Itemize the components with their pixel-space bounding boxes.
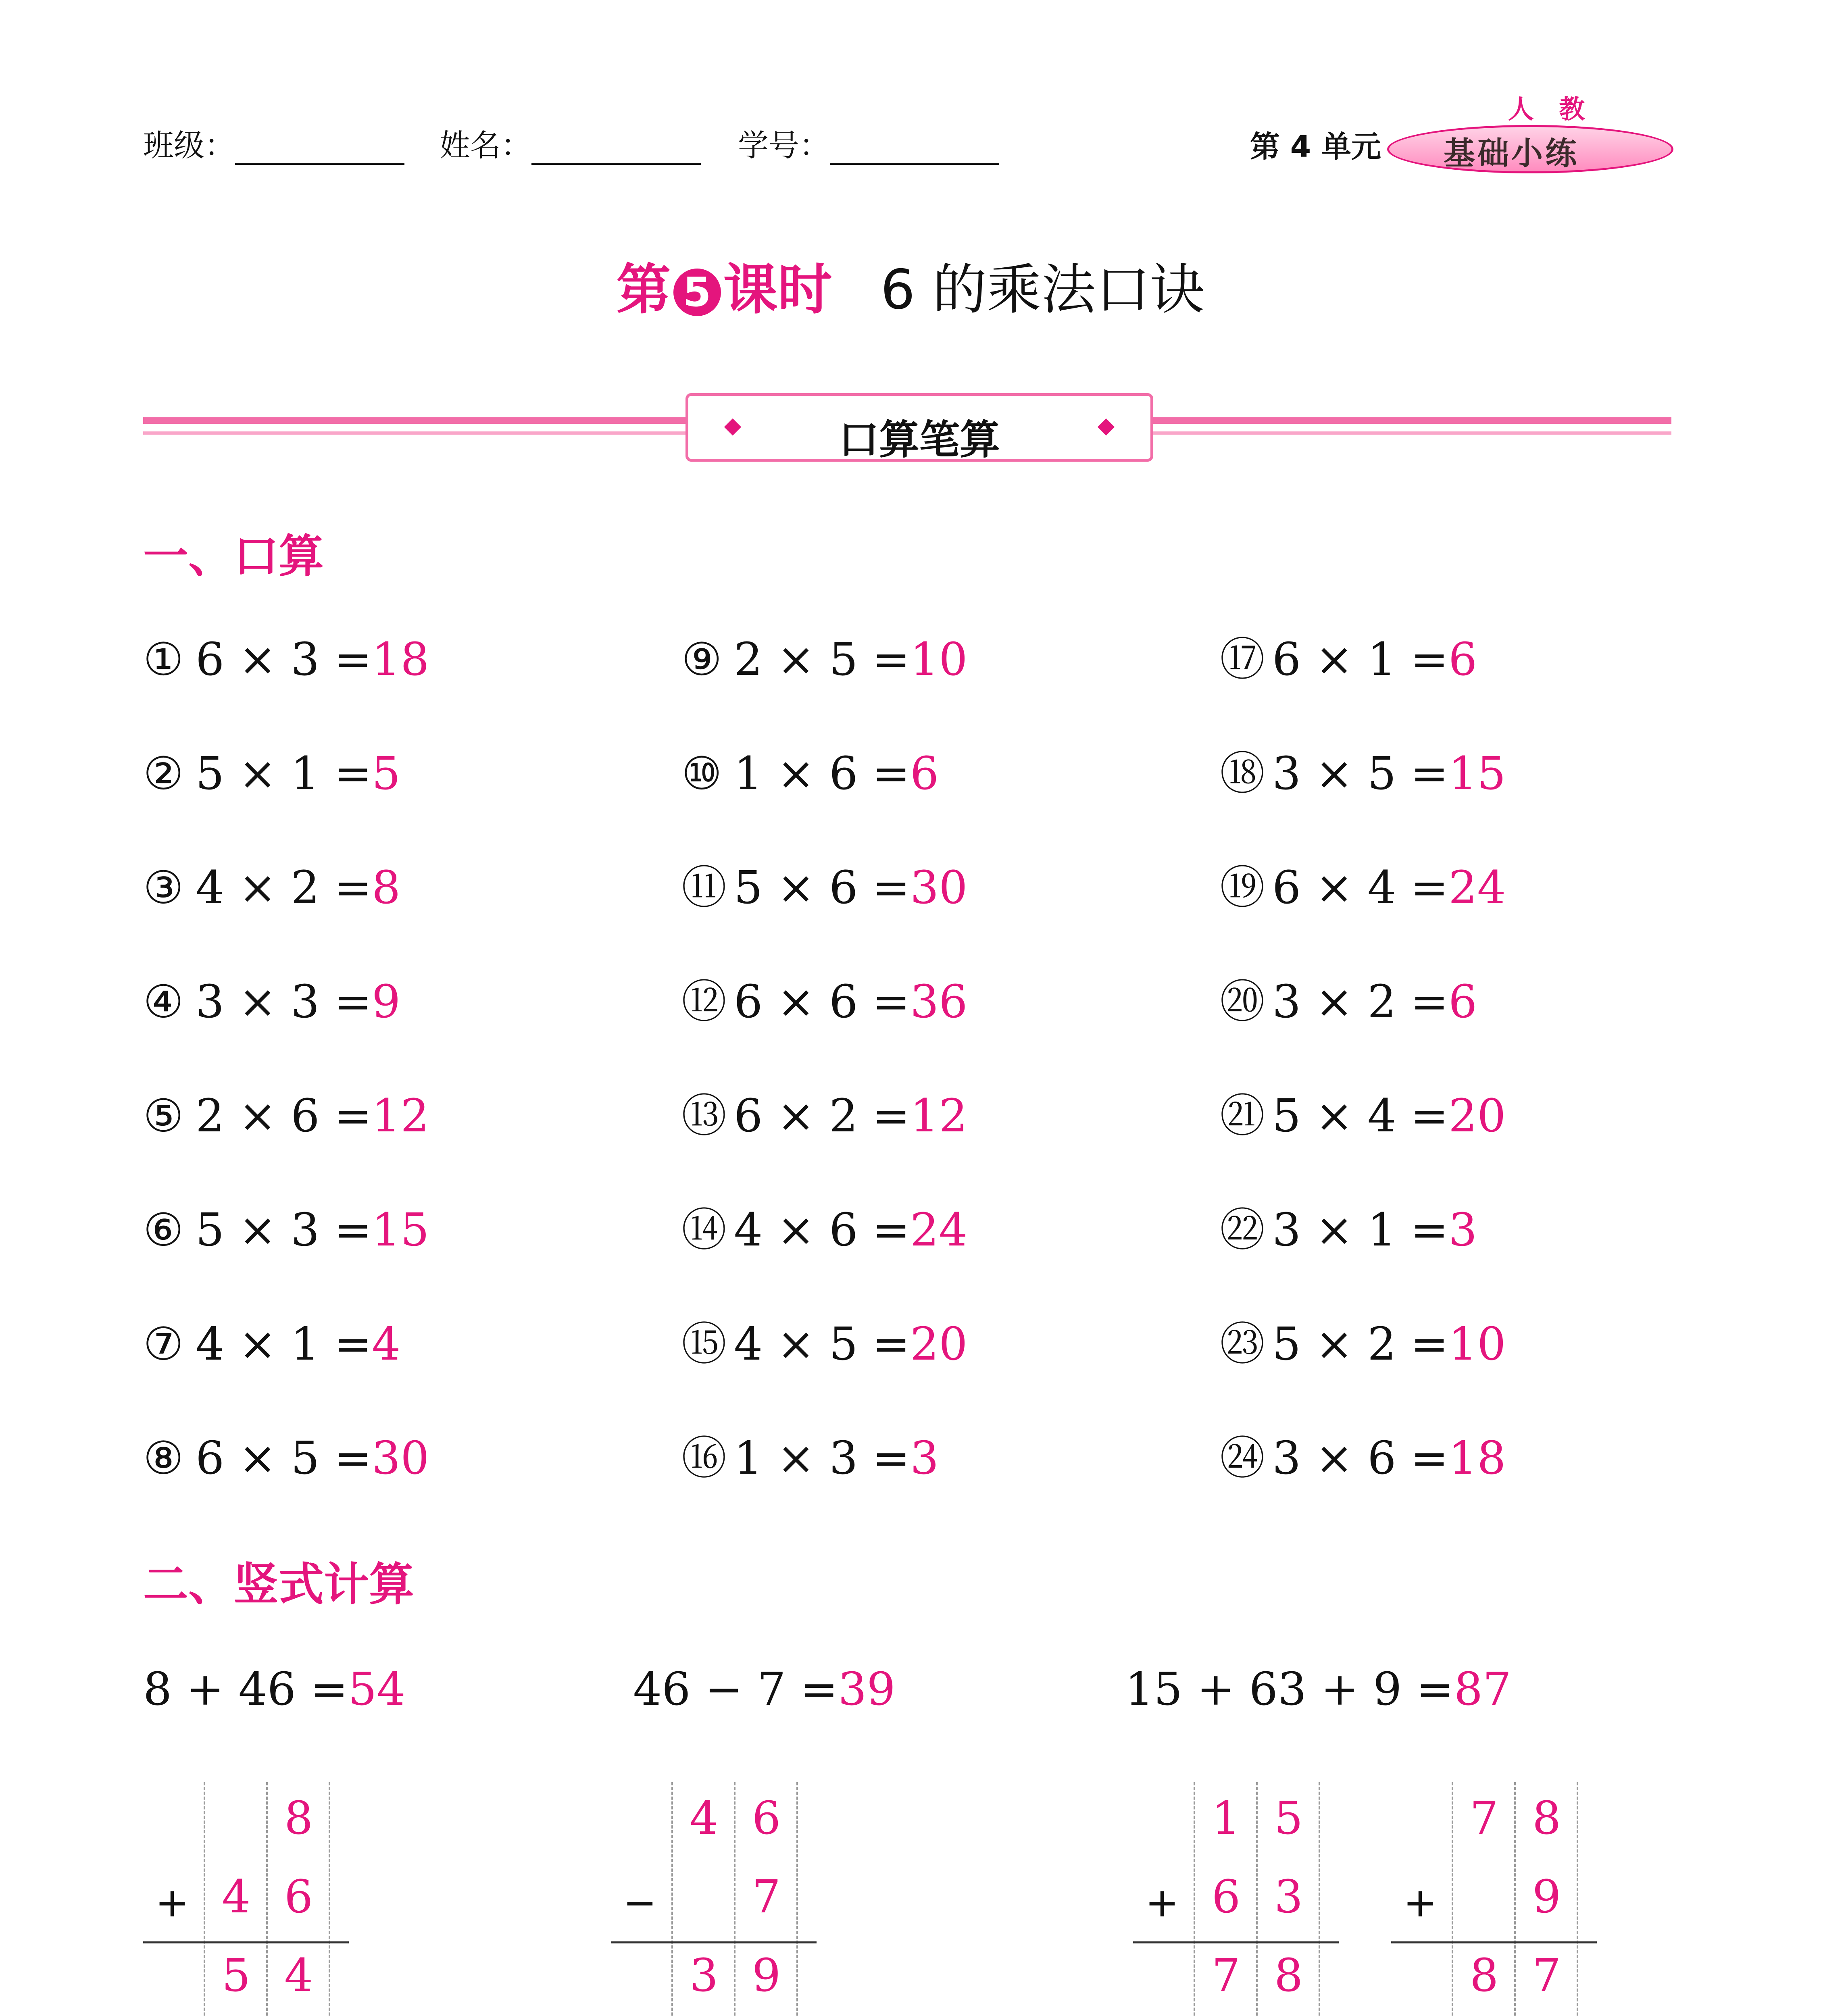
digit: 9 xyxy=(1532,1871,1561,1923)
section-banner-text: 口算笔算 xyxy=(839,416,1000,463)
class-field[interactable] xyxy=(143,121,404,165)
digit: 5 xyxy=(222,1949,251,2002)
digit: 6 xyxy=(284,1871,313,1923)
digit: 5 xyxy=(1274,1792,1303,1845)
digit: 3 xyxy=(690,1949,719,2002)
oral-problem-answer: 8 xyxy=(372,862,401,914)
operator-sign: + xyxy=(1403,1879,1437,1926)
oral-problem: ㉓ 5 × 2 =10 xyxy=(1220,1318,1506,1370)
digit: 9 xyxy=(752,1949,781,2002)
oral-problem-answer: 18 xyxy=(1448,1432,1506,1485)
oral-problem: ⑨ 2 × 5 =10 xyxy=(681,633,968,686)
oral-problem: ⑤ 2 × 6 =12 xyxy=(143,1090,429,1142)
oral-problem-answer: 30 xyxy=(372,1432,429,1485)
equation-3: 15 + 63 + 9 =87 xyxy=(1125,1663,1512,1716)
oral-problem-answer: 3 xyxy=(910,1432,939,1485)
oral-problem-answer: 24 xyxy=(910,1204,968,1256)
oral-problem-answer: 10 xyxy=(1448,1318,1506,1370)
oral-problem-answer: 10 xyxy=(910,633,968,686)
oral-problem: ㉑ 5 × 4 =20 xyxy=(1220,1090,1506,1142)
oral-problem-answer: 3 xyxy=(1448,1204,1477,1256)
operator-sign: + xyxy=(155,1879,189,1926)
digit: 4 xyxy=(284,1949,313,2002)
oral-problem: ⑪ 5 × 6 =30 xyxy=(681,862,968,914)
oral-problem: ⑭ 4 × 6 =24 xyxy=(681,1204,968,1256)
oral-problem-answer: 9 xyxy=(372,976,401,1028)
oral-problem: ⑳ 3 × 2 =6 xyxy=(1220,976,1477,1028)
oral-problem: ⑯ 1 × 3 =3 xyxy=(681,1432,939,1485)
oral-problem: ⑰ 6 × 1 =6 xyxy=(1220,633,1477,686)
series-title: 基础小练 xyxy=(1444,135,1579,172)
oral-problem-answer: 6 xyxy=(1448,633,1477,686)
equation-2: 46 − 7 =39 xyxy=(633,1663,896,1716)
oral-problem: ⑲ 6 × 4 =24 xyxy=(1220,862,1506,914)
digit: 6 xyxy=(1212,1871,1241,1923)
oral-problem: ⑧ 6 × 5 =30 xyxy=(143,1432,429,1485)
digit: 1 xyxy=(1212,1792,1241,1845)
oral-problem-answer: 4 xyxy=(372,1318,401,1370)
oral-problem: ⑫ 6 × 6 =36 xyxy=(681,976,968,1028)
digit: 8 xyxy=(284,1792,313,1845)
operator-sign: + xyxy=(1145,1879,1179,1926)
oral-problem: ⑩ 1 × 6 =6 xyxy=(681,748,939,800)
student-id-label: 学号： xyxy=(738,127,830,163)
oral-problem: ⑱ 3 × 5 =15 xyxy=(1220,748,1506,800)
oral-problem: ㉒ 3 × 1 =3 xyxy=(1220,1204,1477,1256)
oral-problem: ② 5 × 1 =5 xyxy=(143,748,401,800)
oral-problem-answer: 20 xyxy=(910,1318,968,1370)
part1-title: 一、口算 xyxy=(143,530,324,583)
digit: 4 xyxy=(222,1871,251,1923)
name-field[interactable] xyxy=(440,121,701,165)
publisher-label: 人 教 xyxy=(1508,95,1593,125)
student-id-field[interactable] xyxy=(738,121,999,165)
oral-problem: ㉔ 3 × 6 =18 xyxy=(1220,1432,1506,1485)
oral-problem-answer: 24 xyxy=(1448,862,1506,914)
part2-title: 二、竖式计算 xyxy=(143,1558,414,1611)
oral-problem: ③ 4 × 2 =8 xyxy=(143,862,401,914)
banner-stripe-left-thin xyxy=(143,431,685,435)
equation-answer: 39 xyxy=(838,1663,896,1716)
oral-problem-answer: 30 xyxy=(910,862,968,914)
oral-problem: ④ 3 × 3 =9 xyxy=(143,976,401,1028)
oral-problem: ⑦ 4 × 1 =4 xyxy=(143,1318,401,1370)
oral-problem-answer: 20 xyxy=(1448,1090,1506,1142)
oral-problem-answer: 12 xyxy=(910,1090,968,1142)
banner-stripe-right xyxy=(1153,417,1671,424)
unit-label: 第 4 单元 xyxy=(1250,129,1381,164)
digit: 7 xyxy=(1470,1792,1499,1845)
class-label: 班级： xyxy=(143,127,235,163)
digit: 4 xyxy=(690,1792,719,1845)
oral-problem: ① 6 × 3 =18 xyxy=(143,633,429,686)
lesson-title: 第 5 课时 6 的乘法口诀 xyxy=(616,258,1205,321)
digit: 7 xyxy=(1532,1949,1561,2002)
digit: 8 xyxy=(1274,1949,1303,2002)
oral-problem: ⑮ 4 × 5 =20 xyxy=(681,1318,968,1370)
digit: 8 xyxy=(1532,1792,1561,1845)
oral-problem: ⑥ 5 × 3 =15 xyxy=(143,1204,429,1256)
digit: 6 xyxy=(752,1792,781,1845)
banner-stripe-right-thin xyxy=(1153,431,1671,435)
digit: 7 xyxy=(1212,1949,1241,2002)
name-label: 姓名： xyxy=(440,127,531,163)
section-banner xyxy=(685,393,1153,462)
equation-1: 8 + 46 =54 xyxy=(143,1663,406,1716)
oral-problem-answer: 6 xyxy=(910,748,939,800)
oral-problem: ⑬ 6 × 2 =12 xyxy=(681,1090,968,1142)
digit: 8 xyxy=(1470,1949,1499,2002)
oral-problem-answer: 5 xyxy=(372,748,401,800)
oral-problem-answer: 12 xyxy=(372,1090,429,1142)
lesson-number: 5 xyxy=(673,269,721,316)
oral-problem-answer: 18 xyxy=(372,633,429,686)
oral-problem-answer: 6 xyxy=(1448,976,1477,1028)
equation-answer: 54 xyxy=(348,1663,406,1716)
digit: 3 xyxy=(1274,1871,1303,1923)
lesson-topic: 6 的乘法口诀 xyxy=(880,258,1205,321)
oral-problem-answer: 15 xyxy=(372,1204,429,1256)
operator-sign: − xyxy=(623,1879,657,1926)
banner-stripe-left xyxy=(143,417,685,424)
equation-answer: 87 xyxy=(1454,1663,1512,1716)
series-badge xyxy=(1387,95,1677,172)
oral-problem-answer: 36 xyxy=(910,976,968,1028)
oral-problem-answer: 15 xyxy=(1448,748,1506,800)
digit: 7 xyxy=(752,1871,781,1923)
